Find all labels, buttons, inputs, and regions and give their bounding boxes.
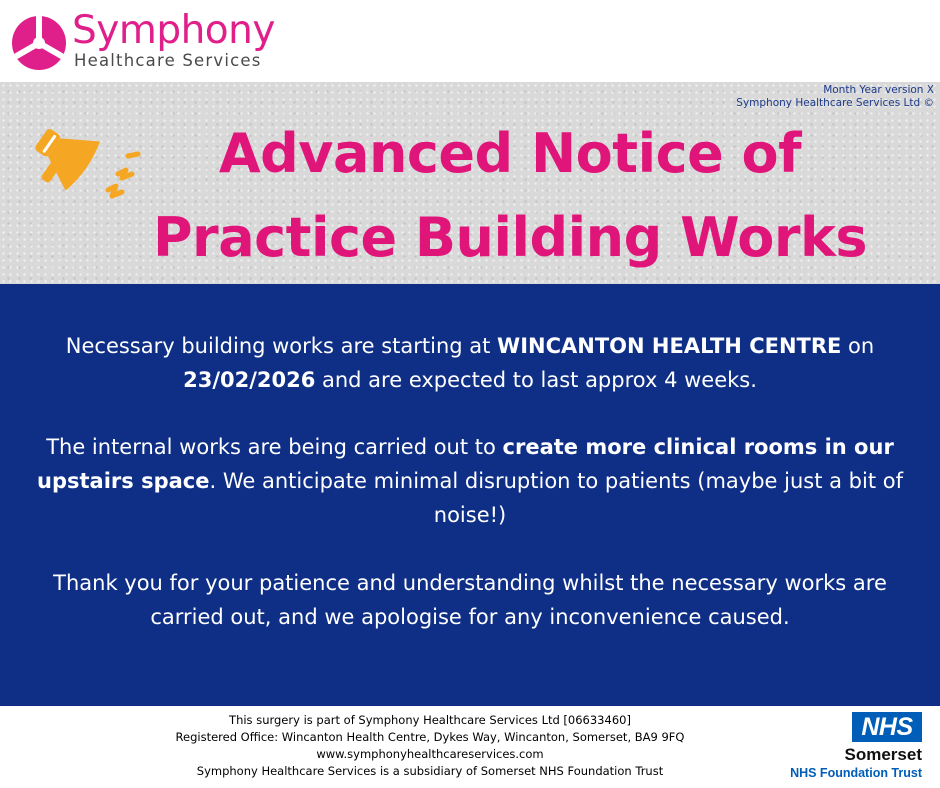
title-line: Practice Building Works bbox=[152, 206, 868, 269]
copyright-line: Symphony Healthcare Services Ltd © bbox=[736, 97, 934, 109]
notice-paragraph-thanks: Thank you for your patience and understanding whilst the necessary works are carried out, and we apologise for any inconvenience caused. bbox=[53, 571, 887, 629]
nhs-logo bbox=[780, 712, 932, 784]
symphony-logo-icon bbox=[10, 14, 68, 72]
footer-subsidiary-line: Symphony Healthcare Services is a subsidiary of Somerset NHS Foundation Trust bbox=[196, 764, 664, 778]
location-name: WINCANTON HEALTH CENTRE bbox=[497, 334, 842, 358]
title-line: Advanced Notice of bbox=[218, 122, 802, 185]
version-line: Month Year version X bbox=[823, 84, 934, 96]
notice-paragraph-works bbox=[24, 430, 916, 532]
works-purpose: create more clinical rooms in our upstairs space bbox=[37, 435, 894, 493]
version-note bbox=[736, 84, 934, 110]
nhs-trust-name: NHS Foundation Trust bbox=[790, 766, 922, 780]
footer-company-line: This surgery is part of Symphony Healthcare Services Ltd [06633460] bbox=[229, 713, 631, 727]
start-date: 23/02/2026 bbox=[183, 368, 316, 392]
footer-address-line: Registered Office: Wincanton Health Centre, Dykes Way, Wincanton, Somerset, BA9 9FQ bbox=[175, 730, 685, 744]
notice-paragraph-dates bbox=[24, 329, 916, 397]
text-span: . We anticipate minimal disruption to patients (maybe just a bit of noise!) bbox=[209, 469, 903, 527]
text-span: on bbox=[841, 334, 875, 358]
page-title bbox=[140, 112, 880, 280]
brand-subtitle: Healthcare Services bbox=[74, 51, 262, 70]
text-span: The internal works are being carried out to bbox=[46, 435, 503, 459]
nhs-logo-mark: NHS bbox=[852, 712, 922, 742]
nhs-org-name: Somerset bbox=[844, 745, 922, 764]
footer-text bbox=[120, 712, 740, 780]
footer-website-link[interactable]: www.symphonyhealthcareservices.com bbox=[316, 747, 544, 761]
brand-name: Symphony bbox=[72, 8, 275, 53]
text-span: Necessary building works are starting at bbox=[65, 334, 498, 358]
megaphone-icon bbox=[22, 112, 152, 212]
text-span: and are expected to last approx 4 weeks. bbox=[315, 368, 757, 392]
